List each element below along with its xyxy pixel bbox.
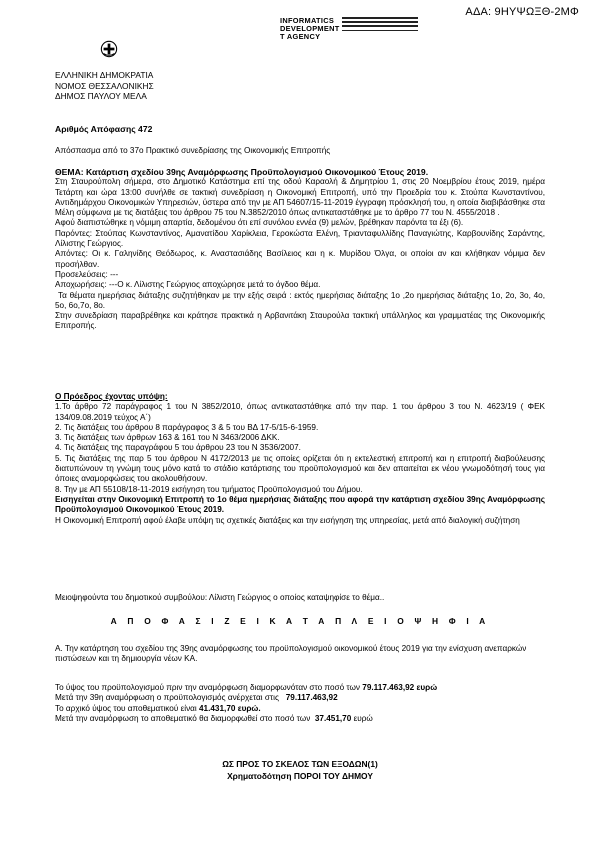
minority-line: Μειοψηφούντα του δημοτικού συμβούλου: Λίλιστη Γεώργιος ο οποίος καταψηφίσε το θέμα.. [55,593,385,602]
present-members: Παρόντες: Στούπας Κωνσταντίνος, Αμανατίδου Χαρίκλεια, Γεροκώστα Ελένη, Τριανταφυλλίδης Παναγιώτης, Καρβουνίδης Σαράντης, Λίλιστης Γεώργιος. [55,228,545,249]
item-3: 3. Τις διατάξεις των άρθρων 163 & 161 του Ν 3463/2006 ΔΚΚ. [55,433,280,443]
intro-paragraph: Στη Σταυρούπολη σήμερα, στο Δημοτικό Κατάστημα επί της οδού Καραολή & Δημητρίου 1, στις 20 Νοεμβρίου έτους 2019, ημέρα Τετάρτη και ώρα 13:00 συνήλθε σε τακτική συνεδρίαση η Οικονομική Επιτροπή, υπό την Προεδρία του κ. Στούπα Κωνσταντίνου, Αντιδημάρχου Οικονομικών Υπηρεσιών, ύστερα από την με ΑΠ 54607/15-11-2019 έγγραφη πρόσκλησή του, η οποία διαβιβάσθηκε στα Μέλη σύμφωνα με τις διατάξεις του άρθρου 75 του Ν.3852/2010 όπως αντικαταστάθηκε με το άρθρο 77 του Ν. 4555/2018 . [55,177,545,218]
subject-line: ΘΕΜΑ: Κατάρτιση σχεδίου 39ης Αναμόρφωσης Προϋπολογισμού Οικονομικού Έτους 2019. [55,167,429,177]
reserve-initial: Το αρχικό ύψος του αποθεματικού είναι 41.431,70 ευρώ. [55,703,261,713]
reserve-after: Μετά την αναμόρφωση το αποθεματικό θα διαμορφωθεί στο ποσό των 37.451,70 ευρώ [55,713,373,723]
departures: Αποχωρήσεις: ---Ο κ. Λίλιστης Γεώργιος αποχώρησε μετά το όγδοο θέμα. [55,280,321,290]
budget-after-value: 79.117.463,92 [285,693,338,703]
secretary-paragraph: Στην συνεδρίαση παραβρέθηκε και κράτησε πρακτικά η Αρβανιτάκη Σταυρούλα τακτική υπάλληλος και γραμματέας της Οικονομικής Επιτροπής. [55,311,545,331]
item-1: 1.Το άρθρο 72 παράγραφος 1 του Ν 3852/2010, όπως αντικαταστάθηκε από την παρ. 1 του άρθρου 3 του Ν. 4623/19 ( ΦΕΚ 134/09.08.2019 τεύχος Α΄) [55,402,545,422]
decision-number: Αριθμός Απόφασης 472 [55,124,153,134]
issuer-header: ΕΛΛΗΝΙΚΗ ΔΗΜΟΚΡΑΤΙΑ ΝΟΜΟΣ ΘΕΣΣΑΛΟΝΙΚΗΣ ΔΗΜΟΣ ΠΑΥΛΟΥ ΜΕΛΑ [55,70,154,102]
logo-small-print [342,17,418,34]
agenda-order: Τα θέματα ημερήσιας διάταξης συζητήθηκαν με την εξής σειρά : εκτός ημερήσιας διάταξης 1ο ,2ο ημερήσιας διάταξης 1ο, 2ο, 3ο, 4ο, 5ο, 6ο,7ο, 8ο. [55,290,545,310]
absent-members: Απόντες: Οι κ. Γαληνίδης Θεόδωρος, κ. Αναστασιάδης Βασίλειος και η κ. Μυρίδου Όλγα, οι οποίοι αν και κλήθηκαν νόμιμα δεν προσήλθαν. [55,249,545,269]
body-section [55,167,545,332]
budget-before-value: 79.117.463,92 ευρώ [362,683,438,692]
considerations-section [55,392,545,526]
budget-figures [55,683,545,724]
chair-heading: Ο Πρόεδρος έχοντας υπόψη: [55,392,168,401]
rapporteur-paragraph: Εισηγείται στην Οικονομική Επιτροπή το 1ο θέμα ημερήσιας διάταξης που αφορά την κατάρτιση σχεδίου 39ης Αναμόρφωσης Προϋπολογισμού Οικονομικού Έτους 2019. [55,494,545,515]
item-5: 5. Τις διατάξεις της παρ 5 του άρθρου Ν 4172/2013 με τις οποίες ορίζεται ότι η εκτελεστική επιτροπή και η επιτροπή διαβούλευσης διατυπώνουν τη γνώμη τους μόνο κατά το στάδιο κατάρτισης του προϋπολογισμού και δεν απαιτείται εκ νέου γνωμοδότησή τους για όποιες αναμορφώσεις του ακολουθήσουν. [55,453,545,484]
decision-a: Α. Την κατάρτηση του σχεδίου της 39ης αναμόρφωσης του προϋπολογισμού οικονομικού έτους 2019 για την ενίσχυση ανεπαρκών πιστώσεων και τη δημιουργία νέων ΚΑ. [55,644,527,664]
greek-emblem-icon [100,40,118,58]
extract-line: Απόσπασμα από το 37ο Πρακτικό συνεδρίασης της Οικονομικής Επιτροπής [55,146,331,155]
budget-before: Το ύψος του προϋπολογισμού πριν την αναμόρφωση διαμορφωνόταν στο ποσό των 79.117.463,92 ευρώ [55,683,438,692]
ada-code: ΑΔΑ: 9ΗΥΨΩΞΘ-2ΜΦ [465,6,579,18]
item-2: 2. Τις διατάξεις του άρθρου 8 παράγραφος 3 & 5 του ΒΔ 17-5/15-6-1959. [55,422,319,432]
agency-logo [280,17,450,47]
expenses-heading: ΩΣ ΠΡΟΣ ΤΟ ΣΚΕΛΟΣ ΤΩΝ ΕΞΟΔΩΝ(1) [222,759,378,769]
budget-after: Μετά την 39η αναμόρφωση ο προϋπολογισμός ανέρχεται στις 79.117.463,92 [55,693,338,703]
logo-text: INFORMATICS DEVELOPMENT T AGENCY [280,16,340,42]
reserve-initial-value: 41.431,70 ευρώ. [199,703,261,713]
quorum-paragraph: Αφού διαπιστώθηκε η νόμιμη απαρτία, δεδομένου ότι επί συνόλου εννέα (9) μελών, βρέθηκαν παρόντα τα έξι (6). [55,218,464,228]
arrivals: Προσελεύσεις: --- [55,269,119,279]
decision-heading: Α Π Ο Φ Α Σ Ι Ζ Ε Ι Κ Α Τ Α Π Λ Ε Ι Ο Ψ Η Φ Ι Α [110,616,490,626]
funding-heading: Χρηματοδότηση ΠΟΡΟΙ ΤΟΥ ΔΗΜΟΥ [227,771,373,781]
item-8: 8. Την με ΑΠ 55108/18-11-2019 εισήγηση του τμήματος Προϋπολογισμού του Δήμου. [55,484,363,494]
item-4: 4. Τις διατάξεις της παραγράφου 5 του άρθρου 23 του Ν 3536/2007. [55,443,301,453]
committee-paragraph: Η Οικονομική Επιτροπή αφού έλαβε υπόψη τις σχετικές διατάξεις και την εισήγηση της υπηρεσίας, μετά από διαλογική συζήτηση [55,515,520,525]
reserve-after-value: 37.451,70 [314,713,352,723]
